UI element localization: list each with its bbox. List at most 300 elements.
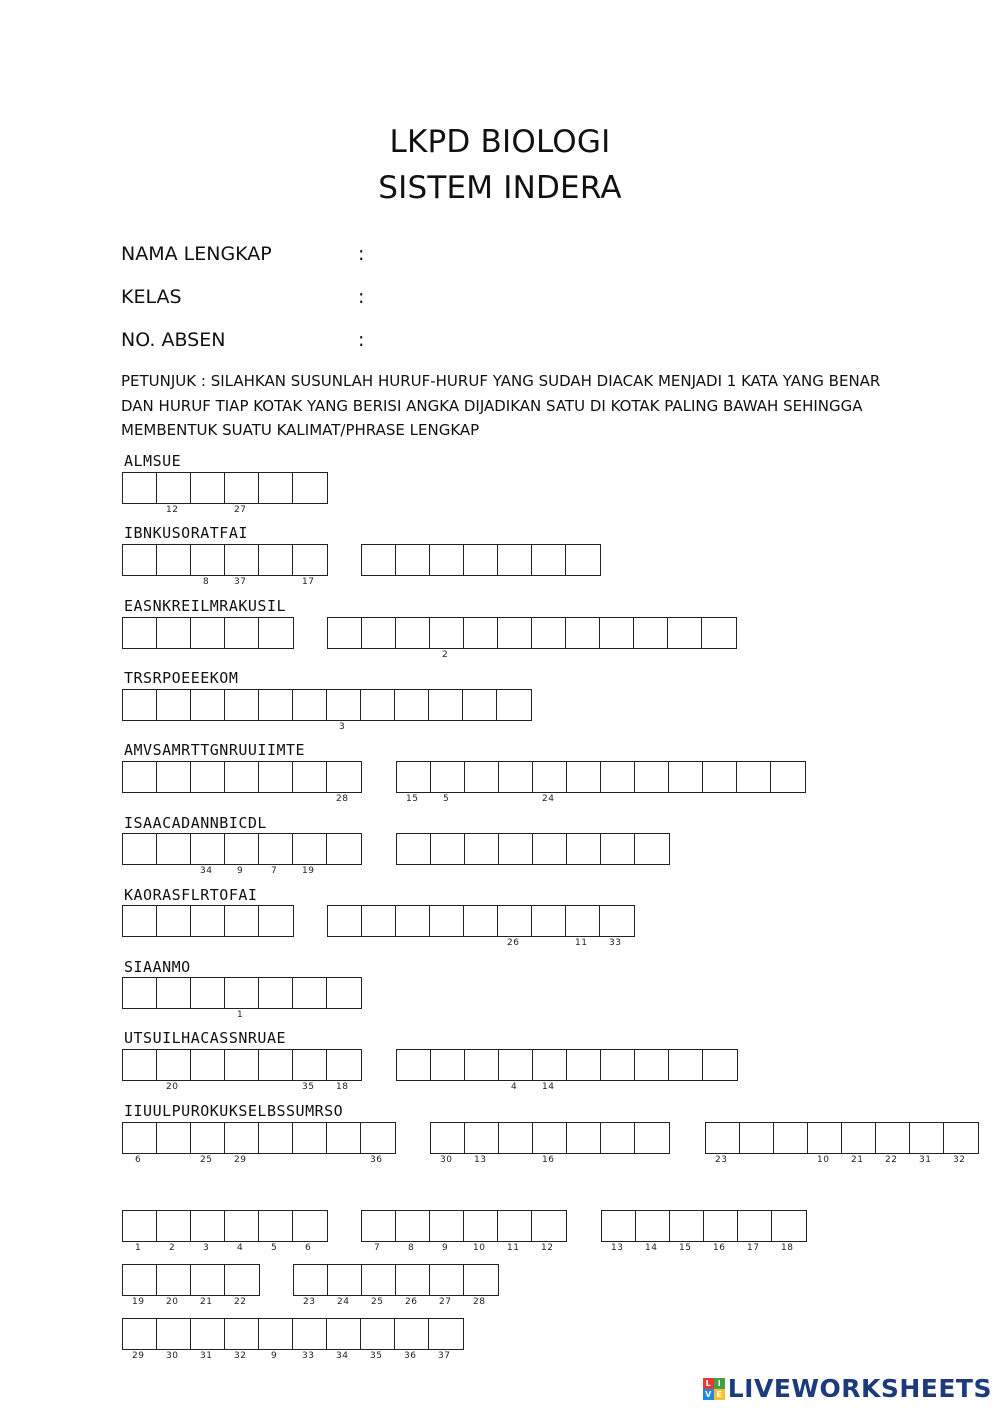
box-number: 14: [542, 1082, 555, 1092]
letter-box[interactable]: [157, 473, 191, 515]
letter-box[interactable]: [430, 545, 464, 575]
letter-box[interactable]: [464, 545, 498, 575]
letter-box[interactable]: [327, 1319, 361, 1361]
letter-box[interactable]: [669, 762, 703, 792]
letter-box[interactable]: [635, 834, 669, 864]
box-number: 27: [439, 1297, 452, 1307]
box-number: 7: [374, 1243, 381, 1253]
word-box-group: [122, 905, 294, 937]
letter-box[interactable]: [567, 834, 601, 864]
letter-box[interactable]: [191, 1319, 225, 1361]
letter-box[interactable]: [396, 618, 430, 648]
box-number: 12: [166, 505, 179, 515]
word-box-group: [122, 1210, 328, 1253]
letter-box[interactable]: [532, 1211, 566, 1253]
box-number: 1: [237, 1010, 244, 1020]
box-number: 10: [473, 1243, 486, 1253]
letter-box[interactable]: [499, 834, 533, 864]
box-number: 17: [747, 1243, 760, 1253]
letter-box[interactable]: [772, 1211, 806, 1253]
letter-box[interactable]: [361, 1319, 395, 1361]
word-box-group: [327, 617, 737, 660]
letter-box[interactable]: [123, 618, 157, 648]
box-number: 35: [302, 1082, 315, 1092]
letter-box[interactable]: [123, 1050, 157, 1080]
letter-box[interactable]: [361, 690, 395, 720]
scrambled-word: ALMSUE: [124, 452, 182, 470]
box-number: 21: [851, 1155, 864, 1165]
letter-box[interactable]: [191, 545, 225, 587]
letter-box[interactable]: [327, 978, 361, 1008]
letter-box[interactable]: [259, 690, 293, 720]
letter-box[interactable]: [703, 1050, 737, 1080]
letter-box[interactable]: [123, 834, 157, 864]
letter-box[interactable]: [123, 906, 157, 936]
letter-box[interactable]: [567, 762, 601, 792]
final-phrase-row: [0, 1318, 1000, 1361]
letter-box[interactable]: [602, 1211, 636, 1253]
field-label: KELAS: [121, 286, 182, 308]
letter-box[interactable]: [532, 545, 566, 575]
letter-box[interactable]: [157, 545, 191, 575]
letter-box[interactable]: [499, 1050, 533, 1092]
word-box-group: [122, 1049, 362, 1092]
letter-box[interactable]: [706, 1123, 740, 1165]
letter-box[interactable]: [328, 906, 362, 936]
letter-box[interactable]: [225, 1319, 259, 1361]
field-kelas: [121, 286, 365, 308]
letter-box[interactable]: [464, 906, 498, 936]
box-number: 22: [234, 1297, 247, 1307]
box-number: 33: [609, 938, 622, 948]
letter-box[interactable]: [567, 1050, 601, 1080]
letter-box[interactable]: [498, 906, 532, 948]
letter-box[interactable]: [293, 834, 327, 876]
letter-box[interactable]: [191, 1265, 225, 1307]
letter-box[interactable]: [327, 1123, 361, 1153]
box-number: 6: [305, 1243, 312, 1253]
letter-box[interactable]: [429, 1319, 463, 1361]
letter-box[interactable]: [876, 1123, 910, 1165]
word-box-group: [122, 689, 532, 732]
letter-box[interactable]: [703, 762, 737, 792]
letter-box[interactable]: [704, 1211, 738, 1253]
letter-box[interactable]: [430, 906, 464, 936]
letter-box[interactable]: [431, 834, 465, 864]
letter-box[interactable]: [430, 618, 464, 660]
letter-box[interactable]: [157, 834, 191, 864]
word-box-group: [122, 833, 362, 876]
box-number: 16: [713, 1243, 726, 1253]
logo-letter: L: [703, 1378, 714, 1389]
box-number: 9: [237, 866, 244, 876]
answer-box-row: [0, 833, 1000, 876]
letter-box[interactable]: [293, 545, 327, 587]
letter-box[interactable]: [191, 473, 225, 503]
box-number: 15: [406, 794, 419, 804]
letter-box[interactable]: [635, 762, 669, 792]
box-number: 7: [271, 866, 278, 876]
letter-box[interactable]: [362, 545, 396, 575]
letter-box[interactable]: [737, 762, 771, 792]
letter-box[interactable]: [910, 1123, 944, 1165]
box-number: 34: [336, 1351, 349, 1361]
scrambled-word: AMVSAMRTTGNRUUIIMTE: [124, 741, 306, 759]
word-box-group: [396, 761, 806, 804]
box-number: 22: [885, 1155, 898, 1165]
scrambled-word: EASNKREILMRAKUSIL: [124, 597, 287, 615]
letter-box[interactable]: [566, 618, 600, 648]
box-number: 25: [200, 1155, 213, 1165]
letter-box[interactable]: [191, 690, 225, 720]
letter-box[interactable]: [225, 545, 259, 587]
letter-box[interactable]: [463, 690, 497, 720]
box-number: 12: [541, 1243, 554, 1253]
scrambled-word: IIUULPUROKUKSELBSSUMRSO: [124, 1102, 344, 1120]
letter-box[interactable]: [123, 1211, 157, 1253]
box-number: 18: [781, 1243, 794, 1253]
letter-box[interactable]: [465, 762, 499, 792]
letter-box[interactable]: [944, 1123, 978, 1165]
letter-box[interactable]: [191, 906, 225, 936]
word-box-group: [705, 1122, 979, 1165]
answer-box-row: [0, 472, 1000, 515]
letter-box[interactable]: [397, 762, 431, 804]
letter-box[interactable]: [738, 1211, 772, 1253]
box-number: 35: [370, 1351, 383, 1361]
letter-box[interactable]: [157, 1319, 191, 1361]
box-number: 3: [203, 1243, 210, 1253]
letter-box[interactable]: [498, 545, 532, 575]
letter-box[interactable]: [293, 690, 327, 720]
letter-box[interactable]: [397, 834, 431, 864]
letter-box[interactable]: [465, 834, 499, 864]
letter-box[interactable]: [601, 1123, 635, 1153]
letter-box[interactable]: [259, 1123, 293, 1153]
box-number: 21: [200, 1297, 213, 1307]
letter-box[interactable]: [225, 1050, 259, 1080]
letter-box[interactable]: [259, 978, 293, 1008]
brand-name: LIVEWORKSHEETS: [727, 1374, 992, 1403]
letter-box[interactable]: [533, 1050, 567, 1092]
letter-box[interactable]: [259, 545, 293, 575]
box-number: 4: [511, 1082, 518, 1092]
letter-box[interactable]: [498, 618, 532, 648]
box-number: 30: [166, 1351, 179, 1361]
box-number: 34: [200, 866, 213, 876]
letter-box[interactable]: [499, 1123, 533, 1153]
letter-box[interactable]: [123, 690, 157, 720]
box-number: 4: [237, 1243, 244, 1253]
letter-box[interactable]: [669, 1050, 703, 1080]
letter-box[interactable]: [328, 618, 362, 648]
answer-box-row: [0, 905, 1000, 948]
letter-box[interactable]: [225, 618, 259, 648]
letter-box[interactable]: [225, 978, 259, 1020]
letter-box[interactable]: [123, 473, 157, 503]
box-number: 8: [203, 577, 210, 587]
letter-box[interactable]: [123, 545, 157, 575]
letter-box[interactable]: [293, 1319, 327, 1361]
letter-box[interactable]: [123, 762, 157, 792]
box-number: 9: [271, 1351, 278, 1361]
field-label: NO. ABSEN: [121, 329, 226, 351]
word-box-group: [396, 1049, 738, 1092]
letter-box[interactable]: [225, 834, 259, 876]
letter-box[interactable]: [601, 1050, 635, 1080]
box-number: 28: [473, 1297, 486, 1307]
letter-box[interactable]: [601, 762, 635, 792]
logo-letter: I: [714, 1378, 725, 1389]
answer-box-row: [0, 617, 1000, 660]
letter-box[interactable]: [431, 1050, 465, 1080]
letter-box[interactable]: [259, 762, 293, 792]
letter-box[interactable]: [774, 1123, 808, 1153]
letter-box[interactable]: [225, 1211, 259, 1253]
word-box-group: [396, 833, 670, 865]
letter-box[interactable]: [123, 1123, 157, 1165]
letter-box[interactable]: [191, 1123, 225, 1165]
letter-box[interactable]: [533, 1123, 567, 1165]
box-number: 13: [611, 1243, 624, 1253]
letter-box[interactable]: [429, 690, 463, 720]
letter-box[interactable]: [396, 1265, 430, 1307]
letter-box[interactable]: [635, 1123, 669, 1153]
letter-box[interactable]: [362, 1211, 396, 1253]
letter-box[interactable]: [157, 1211, 191, 1253]
letter-box[interactable]: [157, 762, 191, 792]
letter-box[interactable]: [740, 1123, 774, 1153]
letter-box[interactable]: [259, 473, 293, 503]
box-number: 2: [442, 650, 449, 660]
box-number: 26: [507, 938, 520, 948]
letter-box[interactable]: [771, 762, 805, 792]
answer-box-row: [0, 977, 1000, 1020]
word-box-group: [122, 617, 294, 649]
letter-box[interactable]: [293, 978, 327, 1008]
letter-box[interactable]: [328, 1265, 362, 1307]
box-number: 15: [679, 1243, 692, 1253]
box-number: 28: [336, 794, 349, 804]
letter-box[interactable]: [396, 1211, 430, 1253]
answer-box-row: [0, 544, 1000, 587]
field-no-absen: [121, 329, 365, 351]
box-number: 13: [474, 1155, 487, 1165]
letter-box[interactable]: [600, 618, 634, 648]
letter-box[interactable]: [430, 1265, 464, 1307]
liveworksheets-logo-icon: [703, 1378, 725, 1400]
box-number: 16: [542, 1155, 555, 1165]
letter-box[interactable]: [362, 1265, 396, 1307]
letter-box[interactable]: [225, 690, 259, 720]
box-number: 3: [339, 722, 346, 732]
box-number: 25: [371, 1297, 384, 1307]
letter-box[interactable]: [157, 1123, 191, 1153]
scrambled-word: KAORASFLRTOFAI: [124, 886, 258, 904]
letter-box[interactable]: [702, 618, 736, 648]
letter-box[interactable]: [566, 545, 600, 575]
box-number: 19: [132, 1297, 145, 1307]
letter-box[interactable]: [157, 906, 191, 936]
letter-box[interactable]: [157, 1265, 191, 1307]
letter-box[interactable]: [191, 618, 225, 648]
letter-box[interactable]: [225, 906, 259, 936]
letter-box[interactable]: [191, 834, 225, 876]
box-number: 17: [302, 577, 315, 587]
letter-box[interactable]: [157, 618, 191, 648]
letter-box[interactable]: [430, 1211, 464, 1253]
letter-box[interactable]: [123, 1319, 157, 1361]
letter-box[interactable]: [396, 545, 430, 575]
scrambled-word: ISAACADANNBICDL: [124, 814, 267, 832]
box-number: 11: [507, 1243, 520, 1253]
letter-box[interactable]: [431, 1123, 465, 1165]
letter-box[interactable]: [191, 1211, 225, 1253]
box-number: 2: [169, 1243, 176, 1253]
answer-box-row: [0, 1049, 1000, 1092]
scrambled-word: UTSUILHACASSNRUAE: [124, 1029, 287, 1047]
letter-box[interactable]: [499, 762, 533, 792]
letter-box[interactable]: [362, 906, 396, 936]
letter-box[interactable]: [395, 690, 429, 720]
letter-box[interactable]: [395, 1319, 429, 1361]
box-number: 33: [302, 1351, 315, 1361]
letter-box[interactable]: [293, 473, 327, 503]
letter-box[interactable]: [635, 1050, 669, 1080]
letter-box[interactable]: [294, 1265, 328, 1307]
word-box-group: [122, 761, 362, 804]
letter-box[interactable]: [532, 618, 566, 648]
letter-box[interactable]: [533, 834, 567, 864]
answer-box-row: [0, 761, 1000, 804]
letter-box[interactable]: [465, 1050, 499, 1080]
box-number: 31: [919, 1155, 932, 1165]
letter-box[interactable]: [497, 690, 531, 720]
letter-box[interactable]: [396, 906, 430, 936]
box-number: 24: [542, 794, 555, 804]
letter-box[interactable]: [327, 690, 361, 732]
letter-box[interactable]: [157, 978, 191, 1008]
letter-box[interactable]: [259, 906, 293, 936]
letter-box[interactable]: [566, 906, 600, 948]
field-colon: :: [358, 329, 365, 351]
answer-box-row: [0, 689, 1000, 732]
letter-box[interactable]: [431, 762, 465, 804]
letter-box[interactable]: [636, 1211, 670, 1253]
letter-box[interactable]: [123, 978, 157, 1008]
page-subtitle: SISTEM INDERA: [378, 170, 622, 206]
box-number: 29: [234, 1155, 247, 1165]
letter-box[interactable]: [259, 618, 293, 648]
letter-box[interactable]: [225, 1265, 259, 1307]
letter-box[interactable]: [259, 1050, 293, 1080]
letter-box[interactable]: [225, 473, 259, 515]
letter-box[interactable]: [464, 618, 498, 648]
letter-box[interactable]: [259, 834, 293, 876]
scrambled-word: TRSRPOEEEKOM: [124, 669, 239, 687]
word-box-group: [601, 1210, 807, 1253]
letter-box[interactable]: [668, 618, 702, 648]
letter-box[interactable]: [533, 762, 567, 804]
letter-box[interactable]: [327, 1050, 361, 1092]
box-number: 30: [440, 1155, 453, 1165]
letter-box[interactable]: [259, 1319, 293, 1361]
letter-box[interactable]: [191, 1050, 225, 1080]
letter-box[interactable]: [123, 1265, 157, 1307]
letter-box[interactable]: [808, 1123, 842, 1165]
box-number: 1: [135, 1243, 142, 1253]
logo-letter: E: [714, 1389, 725, 1400]
box-number: 31: [200, 1351, 213, 1361]
letter-box[interactable]: [259, 1211, 293, 1253]
box-number: 37: [234, 577, 247, 587]
letter-box[interactable]: [293, 762, 327, 792]
letter-box[interactable]: [601, 834, 635, 864]
letter-box[interactable]: [225, 1123, 259, 1165]
letter-box[interactable]: [634, 618, 668, 648]
box-number: 36: [370, 1155, 383, 1165]
letter-box[interactable]: [465, 1123, 499, 1165]
word-box-group: [293, 1264, 499, 1307]
box-number: 10: [817, 1155, 830, 1165]
letter-box[interactable]: [600, 906, 634, 948]
letter-box[interactable]: [157, 690, 191, 720]
word-box-group: [122, 544, 328, 587]
letter-box[interactable]: [157, 1050, 191, 1092]
letter-box[interactable]: [293, 1050, 327, 1092]
field-label: NAMA LENGKAP: [121, 243, 272, 265]
letter-box[interactable]: [361, 1123, 395, 1165]
box-number: 20: [166, 1297, 179, 1307]
letter-box[interactable]: [567, 1123, 601, 1153]
letter-box[interactable]: [532, 906, 566, 936]
letter-box[interactable]: [293, 1123, 327, 1153]
box-number: 18: [336, 1082, 349, 1092]
letter-box[interactable]: [362, 618, 396, 648]
letter-box[interactable]: [327, 762, 361, 804]
box-number: 23: [715, 1155, 728, 1165]
field-colon: :: [358, 243, 365, 265]
letter-box[interactable]: [498, 1211, 532, 1253]
scrambled-word: IBNKUSORATFAI: [124, 524, 248, 542]
final-phrase-row: [0, 1210, 1000, 1253]
word-box-group: [122, 1318, 464, 1361]
box-number: 29: [132, 1351, 145, 1361]
letter-box[interactable]: [327, 834, 361, 864]
word-box-group: [122, 1122, 396, 1165]
word-box-group: [327, 905, 635, 948]
box-number: 24: [337, 1297, 350, 1307]
box-number: 32: [953, 1155, 966, 1165]
letter-box[interactable]: [191, 978, 225, 1008]
letter-box[interactable]: [225, 762, 259, 792]
box-number: 5: [271, 1243, 278, 1253]
letter-box[interactable]: [842, 1123, 876, 1165]
box-number: 23: [303, 1297, 316, 1307]
word-box-group: [430, 1122, 670, 1165]
word-box-group: [122, 1264, 260, 1307]
box-number: 9: [442, 1243, 449, 1253]
letter-box[interactable]: [464, 1211, 498, 1253]
box-number: 6: [135, 1155, 142, 1165]
letter-box[interactable]: [670, 1211, 704, 1253]
letter-box[interactable]: [397, 1050, 431, 1080]
letter-box[interactable]: [464, 1265, 498, 1307]
letter-box[interactable]: [293, 1211, 327, 1253]
letter-box[interactable]: [191, 762, 225, 792]
field-nama-lengkap: [121, 243, 365, 265]
word-box-group: [361, 544, 601, 576]
